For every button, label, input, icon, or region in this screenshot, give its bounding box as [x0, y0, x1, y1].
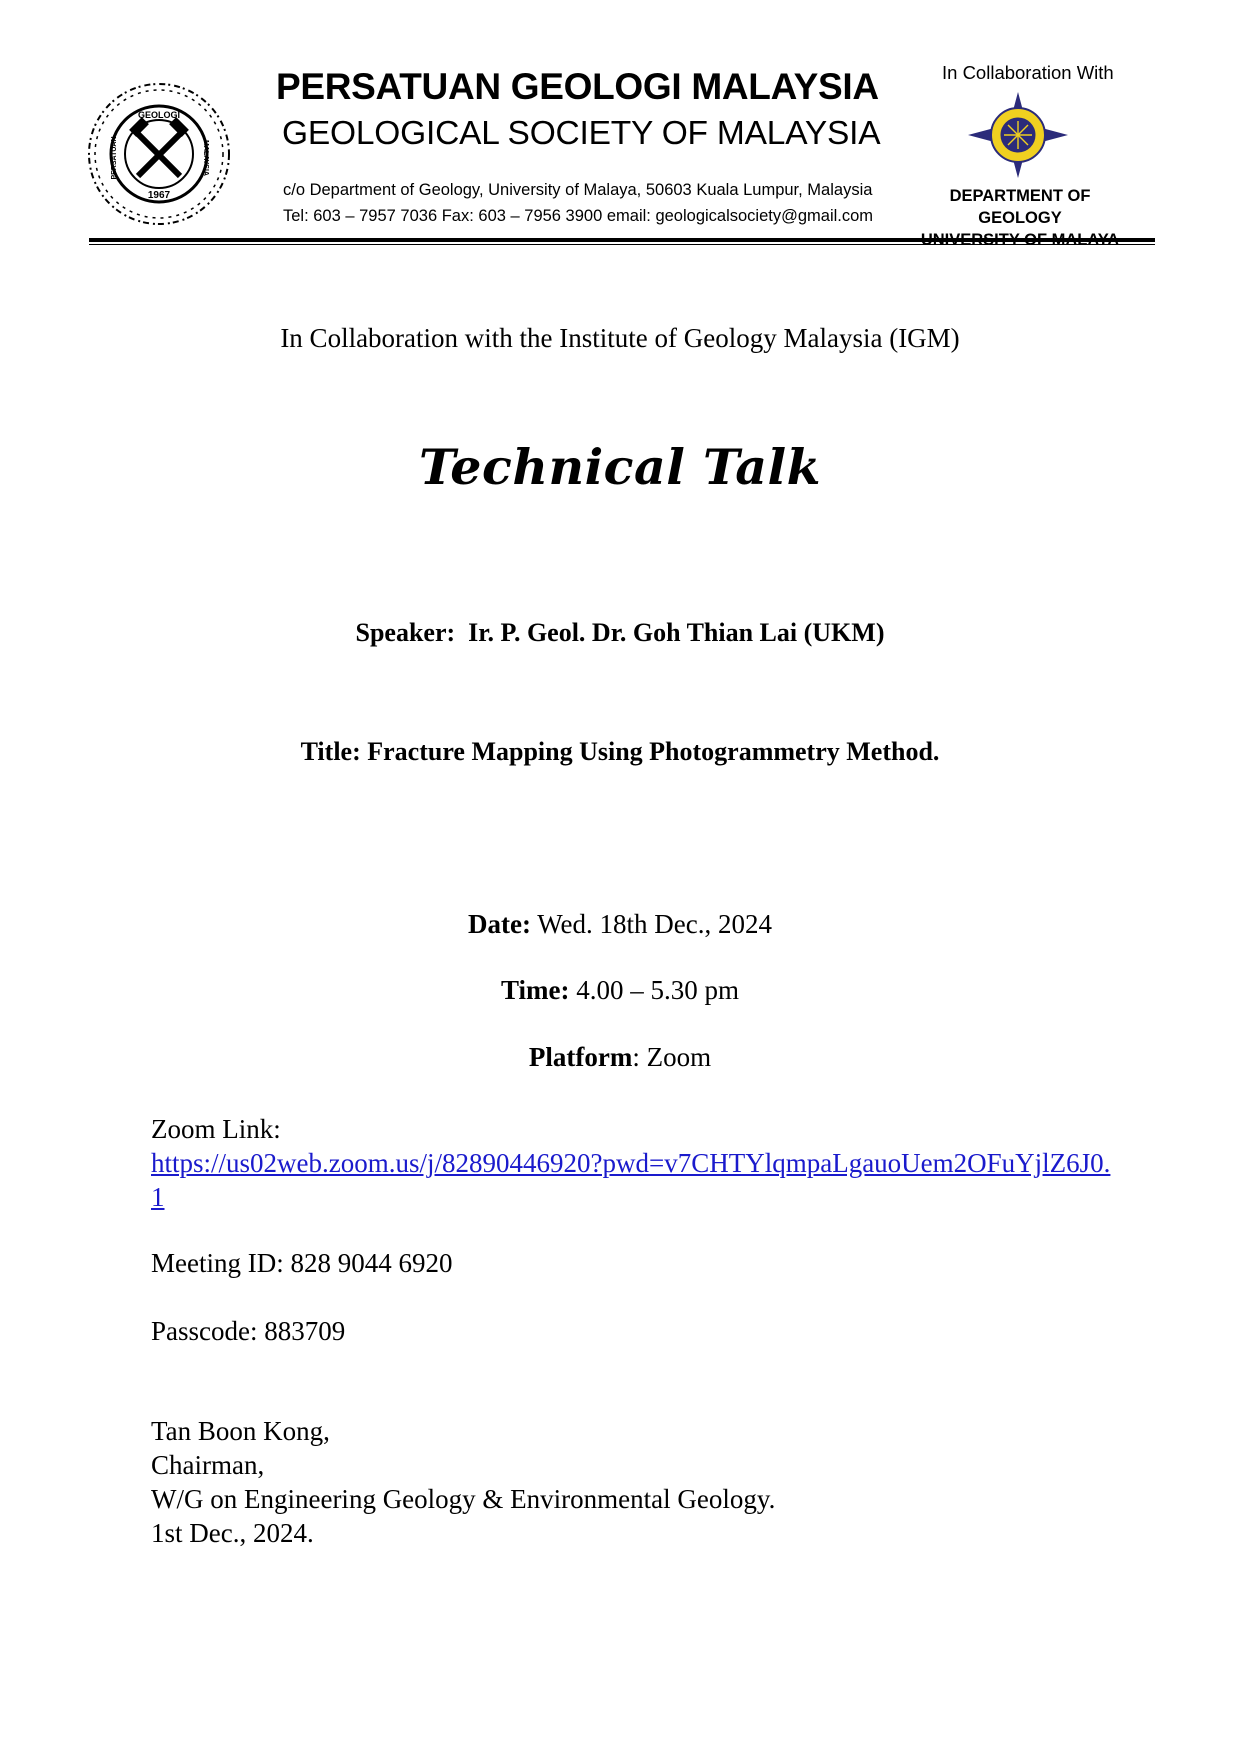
- time-label: Time:: [500, 975, 570, 1005]
- um-logo: [968, 92, 1068, 178]
- logo-year-text: 1967: [147, 190, 171, 201]
- signature-name: Tan Boon Kong,: [151, 1416, 330, 1446]
- talk-title-label: Title:: [300, 737, 361, 766]
- platform-label: Platform: [528, 1042, 633, 1072]
- org-address: c/o Department of Geology, University of Malaya, 50603 Kuala Lumpur, Malaysia: [283, 181, 873, 199]
- dept-line-1: DEPARTMENT OF GEOLOGY: [949, 187, 1091, 227]
- speaker-label: Speaker:: [355, 618, 456, 647]
- collab-with-label: In Collaboration With: [942, 62, 1114, 83]
- date-label: Date:: [467, 909, 531, 939]
- signature-date: 1st Dec., 2024.: [151, 1518, 314, 1548]
- org-contact: Tel: 603 – 7957 7036 Fax: 603 – 7956 3900 email: geologicalsociety@gmail.com: [283, 207, 874, 225]
- platform-line: [0, 1042, 1240, 1073]
- meeting-id: Meeting ID: 828 9044 6920: [151, 1248, 453, 1278]
- zoom-link[interactable]: https://us02web.zoom.us/j/82890446920?pwd=v7CHTYlqmpaLgauoUem2OFuYjlZ6J0.1: [151, 1148, 1111, 1212]
- signature-role: Chairman,: [151, 1450, 265, 1480]
- talk-title-value: Fracture Mapping Using Photogrammetry Method.: [367, 737, 940, 766]
- time-line: [0, 975, 1240, 1006]
- speaker-value: Ir. P. Geol. Dr. Goh Thian Lai (UKM): [468, 618, 885, 647]
- talk-title-line: [0, 737, 1240, 767]
- org-name-malay: PERSATUAN GEOLOGI MALAYSIA: [276, 66, 879, 107]
- date-value: Wed. 18th Dec., 2024: [537, 909, 772, 939]
- signature-group: W/G on Engineering Geology & Environmental Geology.: [151, 1484, 776, 1514]
- talk-heading: Technical Talk: [418, 438, 822, 496]
- logo-ring-text: GEOLOGI: [137, 110, 181, 120]
- gsm-logo: [86, 78, 232, 230]
- signature-block: [151, 1414, 775, 1550]
- letterhead-divider-thin: [89, 244, 1155, 245]
- logo-left-text: PERSATUAN: [111, 136, 118, 180]
- passcode: Passcode: 883709: [151, 1316, 346, 1346]
- letterhead-divider: [89, 238, 1155, 242]
- time-value: 4.00 – 5.30 pm: [576, 975, 739, 1005]
- logo-side-text: MALAYSIA: [202, 140, 209, 176]
- org-name-english: GEOLOGICAL SOCIETY OF MALAYSIA: [282, 115, 881, 152]
- speaker-line: [0, 618, 1240, 648]
- platform-value: : Zoom: [632, 1042, 712, 1072]
- collab-line: In Collaboration with the Institute of Geology Malaysia (IGM): [280, 323, 960, 353]
- zoom-link-label: Zoom Link:: [151, 1114, 281, 1144]
- date-line: [0, 909, 1240, 940]
